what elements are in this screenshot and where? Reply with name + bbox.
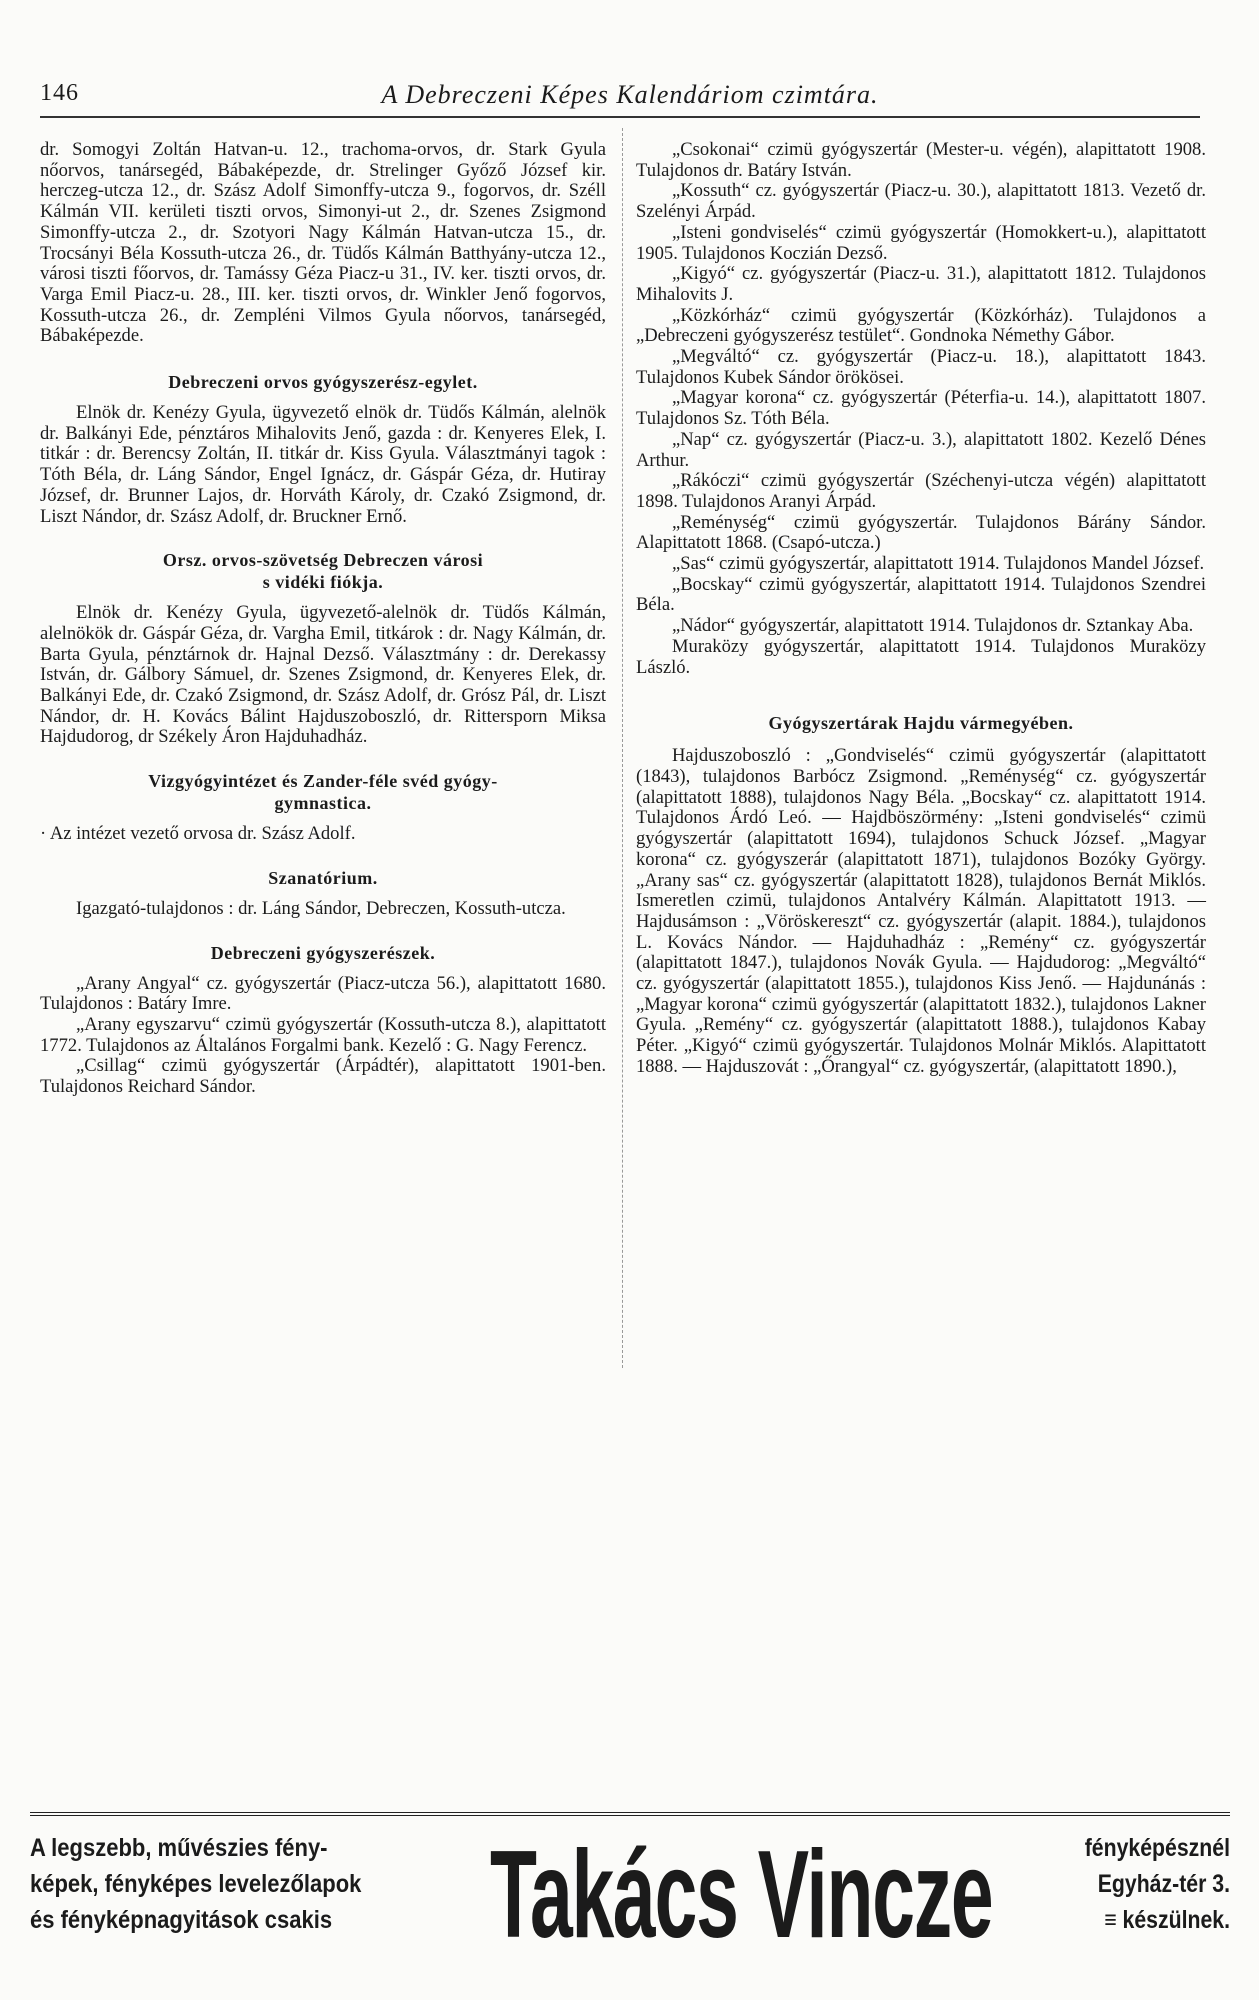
pharmacy-entry: „Reménység“ czimü gyógyszertár. Tulajdonos Bárány Sándor. Alapittatott 1868. (Csapó-utcza.) (636, 511, 1206, 554)
section-title-gyogyszereszek: Debreczeni gyógyszerészek. (210, 942, 436, 963)
section-title-vizgyogyintezet-line1: Vizgyógyintézet és Zander-féle svéd gyógy- (148, 771, 498, 792)
ad-right-line: ≡ készülnek. (1104, 1906, 1230, 1934)
section-text-szanatorium: Igazgató-tulajdonos : dr. Láng Sándor, Debreczen, Kossuth-utcza. (76, 897, 566, 919)
pharmacy-entry: Muraközy gyógyszertár, alapittatott 1914. Tulajdonos Muraközy László. (636, 635, 1206, 678)
column-divider (622, 128, 623, 1368)
section-title-vizgyogyintezet-line2: gymnastica. (274, 793, 372, 814)
pharmacy-entry: „Csillag“ czimü gyógyszertár (Árpádtér), alapittatott 1901-ben. Tulajdonos Reichard Sándor. (40, 1055, 606, 1098)
section-title-szovetseg-line1: Orsz. orvos-szövetség Debreczen városi (162, 550, 484, 571)
doctors-list-continued: dr. Somogyi Zoltán Hatvan-u. 12., trachoma-orvos, dr. Stark Gyula nőorvos, tanársegéd, Bábaképezde, dr. Strelinger Győző József kir. herczeg-utcza 12., dr. Szász Adolf Simonffy-utcza 9., fogorvos, dr. Széll Kálmán VII. kerületi tiszti orvos, Simonyi-ut 2., dr. Szenes Zsigmond Simonffy-utcza 2., dr. Szotyori Nagy Kálmán Hatvan-utcza 15., dr. Trocsányi Béla Kossuth-utcza 26., dr. Tüdős Kálmán Batthyány-utcza 12., városi tiszti főorvos, dr. Tamássy Géza Piacz-u 31., IV. ker. tiszti orvos, dr. Varga Emil Piacz-u. 28., III. ker. tiszti orvos, dr. Winkler Jenő fogorvos, Kossuth-utcza 26., dr. Zempléni Vilmos Gyula nőorvos, tanársegéd, Bábaképezde. (40, 139, 606, 347)
ad-right-line: fényképésznél (1084, 1834, 1230, 1862)
pharmacy-entry: „Bocskay“ czimü gyógyszertár, alapittatott 1914. Tulajdonos Szendrei Béla. (636, 573, 1206, 616)
running-title: A Debreczeni Képes Kalendáriom czimtára. (381, 80, 879, 109)
advertisement (30, 1820, 1230, 1980)
ad-left-line: és fényképnagyitások csakis (30, 1906, 333, 1934)
pharmacy-entry: „Közkórház“ czimü gyógyszertár (Közkórház). Tulajdonos a „Debreczeni gyógyszerész testület“. Gondnoka Némethy Gábor. (636, 304, 1206, 347)
ad-left-line: képek, fényképes levelezőlapok (30, 1870, 362, 1898)
pharmacy-entry: „Kossuth“ cz. gyógyszertár (Piacz-u. 30.), alapittatott 1813. Vezető dr. Szelényi Árpád. (636, 180, 1206, 223)
section-title-hajdu: Gyógyszertárak Hajdu vármegyében. (768, 713, 1074, 734)
section-text-vizgyogyintezet: · Az intézet vezető orvosa dr. Szász Adolf. (40, 823, 356, 845)
pharmacy-entry: „Isteni gondviselés“ czimü gyógyszertár (Homokkert-u.), alapittatott 1905. Tulajdonos Koczián Dezső. (636, 221, 1206, 264)
ad-photographer-name: Takács Vincze (490, 1826, 993, 1964)
ad-left-text (30, 1830, 417, 1938)
section-text-szovetseg: Elnök dr. Kenézy Gyula, ügyvezető-alelnök dr. Tüdős Kálmán, alelnökök dr. Gáspár Géza, dr. Vargha Emil, titkárok : dr. Nagy Kálmán, dr. Barta Gyula, pénztárnok dr. Hajnal Dezső. Választmány : dr. Derekassy István, dr. Gálbory Sámuel, dr. Szenes Zsigmond, dr. Kenyeres Elek, dr. Balkányi Ede, dr. Czakó Zsigmond, dr. Szász Adolf, dr. Grósz Pál, dr. Liszt Nándor, dr. H. Kovács Bálint Hajduszoboszló, dr. Rittersporn Miksa Hajdudorog, dr Székely Áron Hajduhadház. (40, 602, 606, 748)
section-title-vizgyogyintezet (40, 770, 606, 814)
right-column (636, 140, 1206, 1078)
page-number: 146 (40, 80, 79, 106)
section-title-szovetseg-line2: s vidéki fiókja. (262, 572, 384, 593)
pharmacy-entry: „Arany Angyal“ cz. gyógyszertár (Piacz-utcza 56.), alapittatott 1680. Tulajdonos : Batáry Imre. (40, 972, 606, 1015)
ad-right-text (1030, 1830, 1230, 1938)
left-column (40, 140, 606, 1098)
pharmacy-entry: „Nap“ cz. gyógyszertár (Piacz-u. 3.), alapittatott 1802. Kezelő Dénes Arthur. (636, 428, 1206, 471)
section-title-szovetseg (40, 549, 606, 593)
ad-right-line: Egyház-tér 3. (1097, 1870, 1230, 1898)
pharmacy-entry: „Csokonai“ czimü gyógyszertár (Mester-u. végén), alapittatott 1908. Tulajdonos dr. Batáry István. (636, 139, 1206, 181)
ad-left-line: A legszebb, művészies fény- (30, 1834, 328, 1862)
pharmacy-entry: „Kigyó“ cz. gyógyszertár (Piacz-u. 31.), alapittatott 1812. Tulajdonos Mihalovits J. (636, 263, 1206, 305)
section-text-hajdu: Hajduszoboszló : „Gondviselés“ czimü gyógyszertár (alapittatott (1843), tulajdonos Barbócz Zsigmond. „Reménység“ cz. gyógyszertár (alapittatott 1888), tulajdonos Nagy Béla. „Bocskay“ cz. alapittatott 1914. Tulajdonos Árdó Leó. — Hajdböszörmény: „Isteni gondviselés“ czimü gyógyszertár (alapittatott 1694), tulajdonos Schuck József. „Magyar korona“ cz. gyógyszerár (alapittatott 1871), tulajdonos Bozóky György. „Arany sas“ cz. gyógyszertár (alapittatott 1828), tulajdonos Bernát Miklós. Ismeretlen czimü, tulajdonos Antalvéry Kálmán. Alapittatott 1913. — Hajdusámson : „Vöröskereszt“ cz. gyógyszertár (alapit. 1884.), tulajdonos L. Kovács Nándor. — Hajduhadház : „Remény“ cz. gyógyszertár (alapittatott 1847.), tulajdonos Novák Gyula. — Hajdudorog: „Megváltó“ cz. gyógyszertár (alapittatott 1855.), tulajdonos Kiss Jenő. — Hajdunánás : „Magyar korona“ czimü gyógyszertár (alapittatott 1832.), tulajdonos Lakner Gyula. „Remény“ cz. gyógyszertár (alapittatott 1888.), tulajdonos Kabay Péter. „Kigyó“ czimü gyógyszertár. Tulajdonos Molnár Miklós. Alapittatott 1888. — Hajduszovát : „Őrangyal“ cz. gyógyszertár, (alapittatott 1890.), (636, 745, 1206, 1077)
page-header (40, 80, 1220, 120)
header-rule (40, 116, 1200, 118)
pharmacy-entry: „Rákóczi“ czimü gyógyszertár (Széchenyi-utcza végén) alapittatott 1898. Tulajdonos Aranyi Árpád. (636, 470, 1206, 512)
section-title-szanatorium: Szanatórium. (268, 867, 378, 888)
section-title-egylet: Debreczeni orvos gyógyszerész-egylet. (168, 372, 478, 393)
pharmacy-entry: „Nádor“ gyógyszertár, alapittatott 1914. Tulajdonos dr. Sztankay Aba. (672, 615, 1194, 637)
pharmacy-entry: „Sas“ czimü gyógyszertár, alapittatott 1914. Tulajdonos Mandel József. (672, 553, 1205, 575)
pharmacy-entry: „Megváltó“ cz. gyógyszertár (Piacz-u. 18.), alapittatott 1843. Tulajdonos Kubek Sándor örökösei. (636, 346, 1206, 388)
section-text-egylet: Elnök dr. Kenézy Gyula, ügyvezető elnök dr. Tüdős Kálmán, alelnök dr. Balkányi Ede, pénztáros Mihalovits Jenő, gazda : dr. Kenyeres Elek, I. titkár : dr. Berencsy Zoltán, II. titkár dr. Kiss Gyula. Választmányi tagok : Tóth Béla, dr. Láng Sándor, Engel Ignácz, dr. Gáspár Géza, dr. Hutiray József, dr. Brunner Lajos, dr. Horváth Károly, dr. Czakó Zsigmond, dr. Liszt Nándor, dr. Szász Adolf, dr. Bruckner Ernő. (40, 402, 606, 527)
pharmacy-entry: „Arany egyszarvu“ czimü gyógyszertár (Kossuth-utcza 8.), alapittatott 1772. Tulajdonos az Általános Forgalmi bank. Kezelő : G. Nagy Ferencz. (40, 1013, 606, 1056)
pharmacy-entry: „Magyar korona“ cz. gyógyszertár (Péterfia-u. 14.), alapittatott 1807. Tulajdonos Sz. Tóth Béla. (636, 387, 1206, 430)
ad-rule (30, 1812, 1230, 1816)
